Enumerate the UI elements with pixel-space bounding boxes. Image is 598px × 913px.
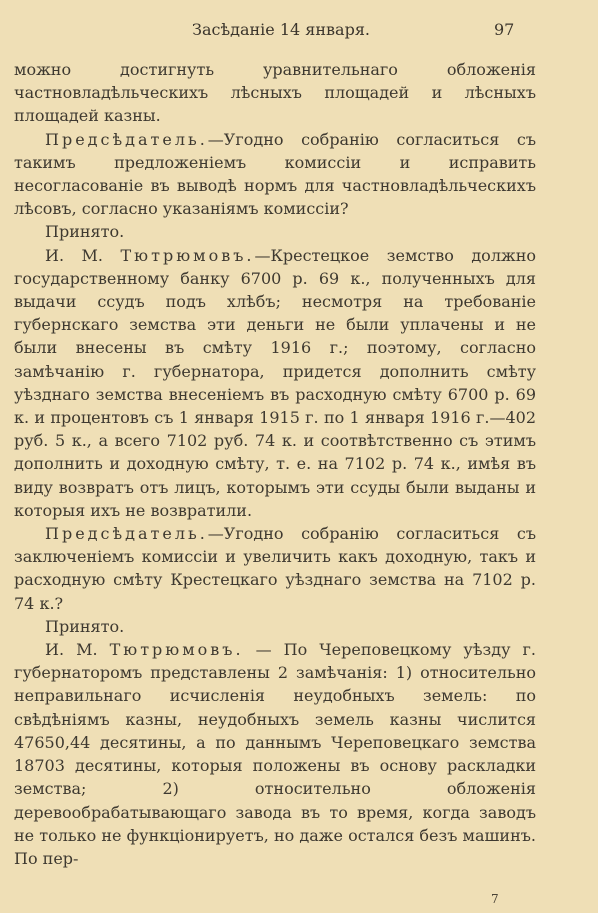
running-title: Засѣданіе 14 января. (192, 20, 371, 39)
paragraph-continuation (14, 58, 536, 128)
paragraph-chairman-2 (14, 522, 536, 615)
page-body (14, 58, 536, 870)
paragraph-chairman-1 (14, 128, 536, 221)
paragraph-accepted-2 (14, 615, 536, 638)
paragraph-text: —Угодно собранію согласиться съ такимъ предложеніемъ комиссіи и исправить несогласованіе въ выводѣ нормъ для частновладѣльческихъ лѣсовъ, согласно указаніямъ комиссіи? (14, 129, 536, 219)
speaker-prefix: И. М. (45, 640, 110, 660)
paragraph-text: можно достигнуть уравнительнаго обложенія частновладѣльческихъ лѣсныхъ площадей и лѣсныхъ площадей казны. (14, 60, 536, 126)
paragraph-text: — По Череповецкому уѣзду г. губернаторомъ представлены 2 замѣчанія: 1) относительно неправильнаго исчисленія неудобныхъ земель: по свѣдѣніямъ казны, неудобныхъ земель казны числится 47650,44 десятины, а по даннымъ Череповецкаго земства 18703 десятины, которыя положены въ основу раскладки земства; 2) относительно обложенія деревообрабатывающаго завода въ то время, когда заводъ не только не функціонируетъ, но даже остался безъ машинъ. По пер- (14, 640, 536, 868)
paragraph-text: Принято. (45, 616, 125, 636)
speaker-prefix: И. М. (45, 245, 121, 265)
paragraph-text: —Угодно собранію согласиться съ заключеніемъ комиссіи и увеличить какъ доходную, такъ и расходную смѣту Крестецкаго уѣзднаго земства на 7102 р. 74 к.? (14, 524, 536, 613)
page-number: 97 (494, 20, 515, 39)
paragraph-accepted-1 (14, 220, 536, 243)
paragraph-text: Принято. (45, 222, 125, 242)
signature-mark: 7 (491, 892, 499, 906)
speaker-name: Предсѣдатель. (45, 129, 208, 149)
paragraph-tyutryumov-2 (14, 638, 536, 870)
speaker-name: Предсѣдатель. (45, 524, 208, 544)
speaker-name: Тютрюмовъ. (120, 245, 255, 265)
speaker-name: Тютрюмовъ. (109, 640, 244, 660)
page-header (0, 20, 598, 42)
paragraph-text: —Крестецкое земство должно государственному банку 6700 р. 69 к., полученныхъ для выдачи ссудъ подъ хлѣбъ; несмотря на требованіе губернскаго земства эти деньги не были уплачены и не были внесены въ смѣту 1916 г.; поэтому, согласно замѣчанію г. губернатора, придется дополнить смѣту уѣзднаго земства внесеніемъ въ расходную смѣту 6700 р. 69 к. и процентовъ съ 1 января 1915 г. по 1 января 1916 г.—402 руб. 5 к., а всего 7102 руб. 74 к. и соотвѣтственно съ этимъ дополнить и доходную смѣту, т. е. на 7102 р. 74 к., имѣя въ виду возвратъ отъ лицъ, которымъ эти ссуды были выданы и которыя ихъ не возвратили. (14, 245, 536, 520)
paragraph-tyutryumov-1 (14, 244, 536, 522)
